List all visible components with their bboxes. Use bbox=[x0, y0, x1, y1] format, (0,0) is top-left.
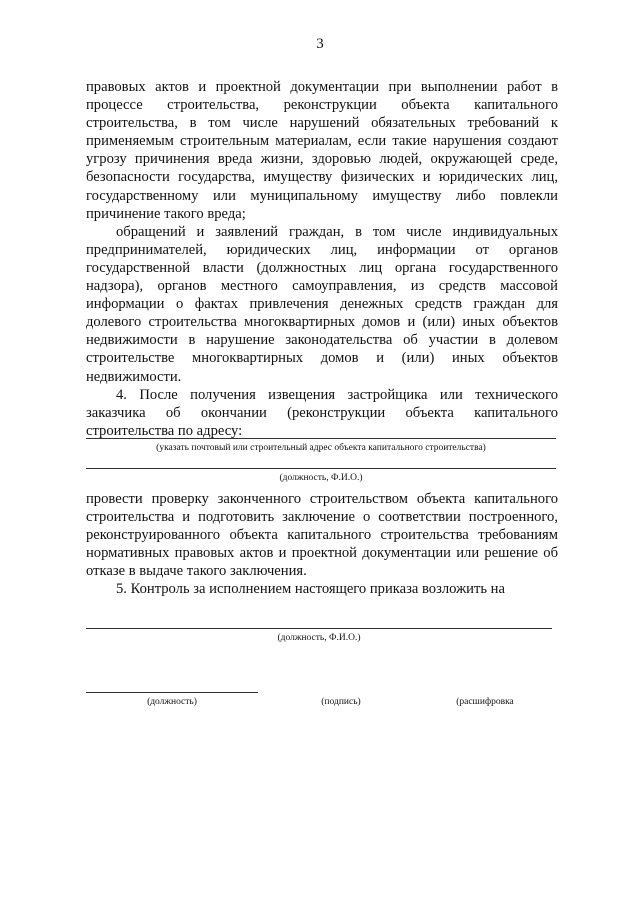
paragraph-inspection: провести проверку законченного строительством объекта капитального строительства и подготовить заключение о соответствии построенного, реконструированного объекта капитального строительства требованиям нормативных правовых актов и проектной документации или решение об отказе в выдаче такого заключения. bbox=[86, 491, 558, 580]
address-caption: (указать почтовый или строительный адрес объекта капитального строительства) bbox=[156, 443, 486, 453]
position-name-caption-1: (должность, Ф.И.О.) bbox=[279, 473, 363, 483]
document-body bbox=[86, 78, 558, 440]
position-name-line-1 bbox=[86, 468, 556, 469]
address-blank-line bbox=[86, 438, 556, 439]
paragraph-violations: правовых актов и проектной документации при выполнении работ в процессе строительства, реконструкции объекта капитального строительства, в том числе нарушений обязательных требований к применяемым строительным материалам, если такие нарушения создают угрозу причинения вреда жизни, здоровью людей, окружающей среде, безопасности государства, имуществу физических и юридических лиц, государственному или муниципальному имуществу либо повлекли причинение такого вреда; bbox=[86, 79, 558, 222]
position-caption: (должность) bbox=[147, 697, 197, 707]
position-name-line-2 bbox=[86, 628, 552, 629]
position-signature-line bbox=[86, 692, 258, 693]
paragraph-item-5: 5. Контроль за исполнением настоящего приказа возложить на bbox=[116, 581, 505, 598]
page-number: 3 bbox=[316, 36, 324, 52]
decoding-caption: (расшифровка bbox=[456, 697, 514, 707]
paragraph-item-4: 4. После получения извещения застройщика или технического заказчика об окончании (реконструкции объекта капитального строительства по адресу: bbox=[86, 386, 558, 439]
signature-caption: (подпись) bbox=[321, 697, 361, 707]
position-name-caption-2: (должность, Ф.И.О.) bbox=[277, 633, 361, 643]
paragraph-appeals: обращений и заявлений граждан, в том числе индивидуальных предпринимателей, юридических лиц, информации от органов государственной власти (должностных лиц органа государственного надзора), органов местного самоуправления, из средств массовой информации о фактах привлечения денежных средств граждан для долевого строительства многоквартирных домов и (или) иных объектов недвижимости в нарушение законодательства об участии в долевом строительстве многоквартирных домов и (или) иных объектов недвижимости. bbox=[86, 223, 558, 385]
document-body-continued bbox=[86, 490, 558, 599]
